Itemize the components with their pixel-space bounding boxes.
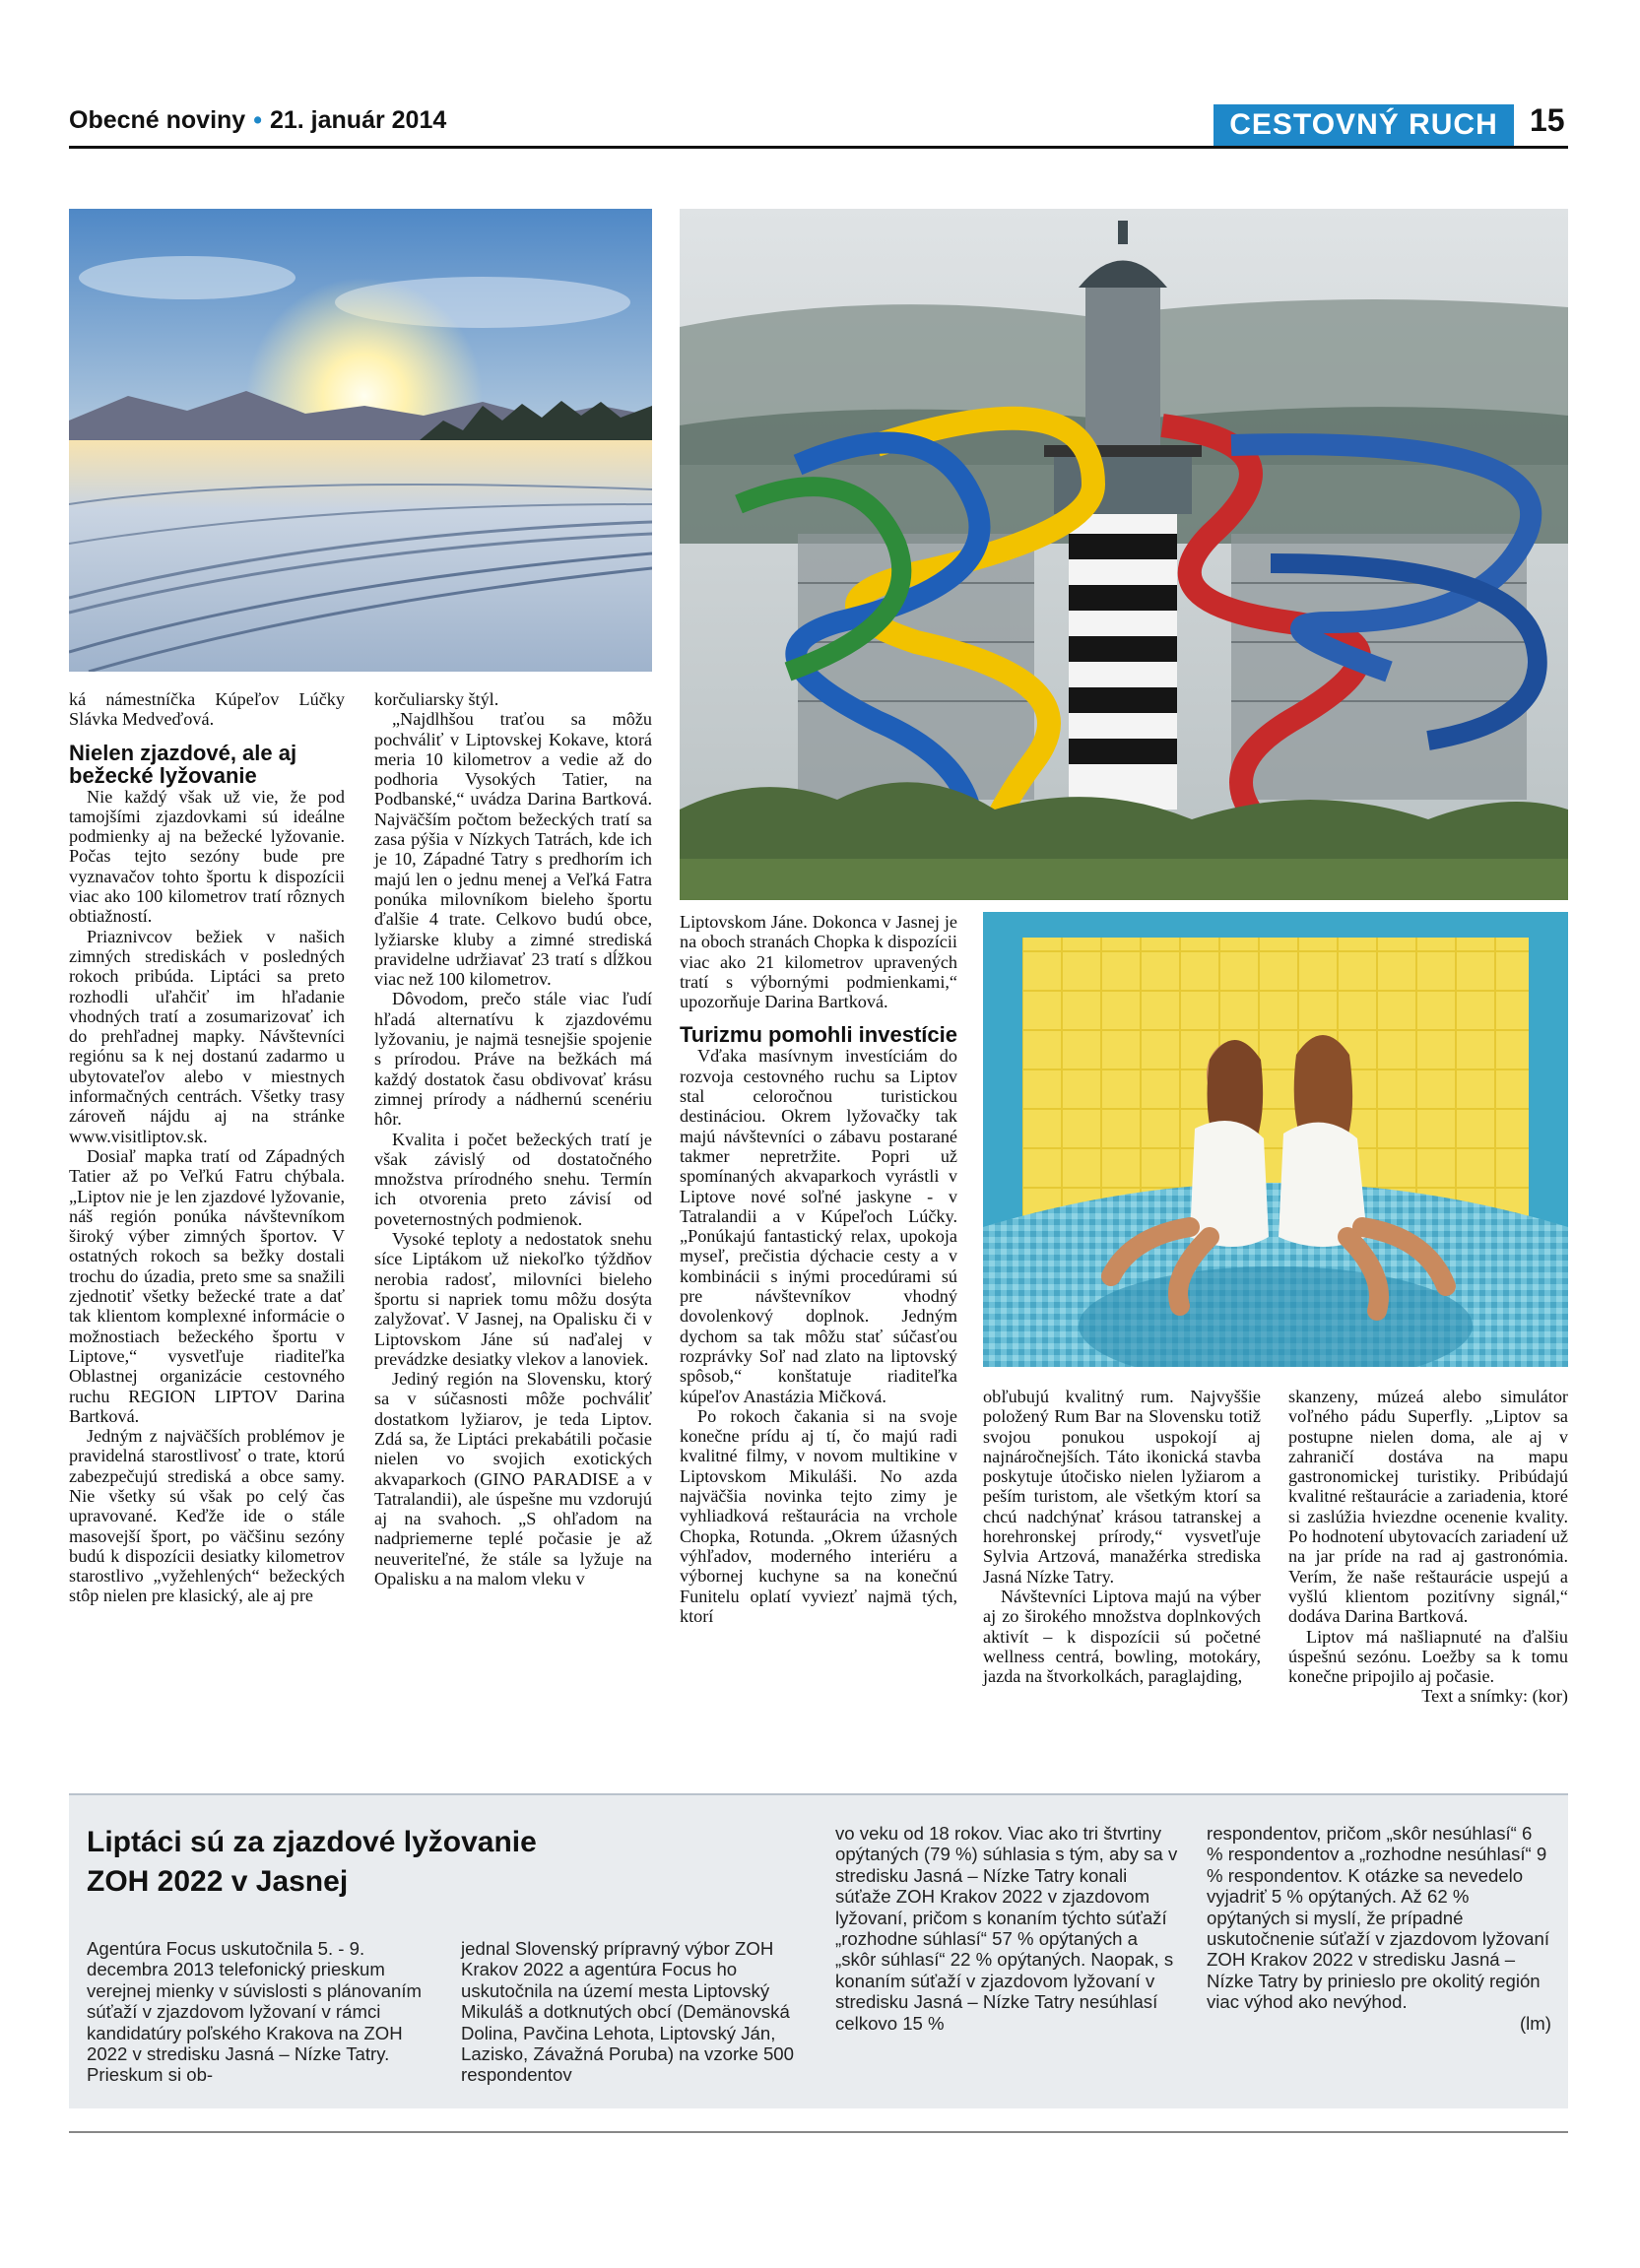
sidebar-paragraph: jednal Slovenský prípravný výbor ZOH Krakov 2022 a agentúra Focus ho uskutočnila na území mesta Liptovský Mikuláš a dotknutých obcí (Demänovská Dolina, Pavčina Lehota, Liptovský Ján, Lazisko, Závažná Poruba) na vzorke 500 respondentov xyxy=(461,1938,794,2086)
paragraph: obľubujú kvalitný rum. Najvyššie položený Rum Bar na Slovensku totiž svojou ponukou uspokojí aj najnáročnejších. Táto ikonická stavba poskytuje útočisko nielen lyžiarom a peším turistom, ale všetkým ktorí sa chcú nadchýnať krásou tatranskej a horehronskej prírody,“ vysvetľuje Sylvia Artzová, manažérka strediska Jasná Nízke Tatry. xyxy=(983,1387,1261,1587)
paragraph: Vďaka masívnym investíciám do rozvoja cestovného ruchu sa Liptov stal celoročnou turistickou destináciou. Okrem lyžovačky tak majú návštevníci o zábavu postarané takmer nepretržite. Popri už spomínaných akvaparkoch vyrástli v Liptove nové soľné jaskyne - v Tatralandii a v Kúpeľoch Lúčky. „Ponúkajú fantastický relax, upokoja myseľ, prečistia dýchacie cesty a v kombinácii s inými procedúrami sú pre návštevníkov vhodný dovolenkový doplnok. Jedným dychom sa tak môžu stať súčasťou rozprávky Soľ nad zlato na liptovský spôsob,“ konštatuje riaditeľka kúpeľov Anastázia Mičková. xyxy=(680,1046,957,1406)
article-column-4 xyxy=(983,1387,1261,1686)
sidebar-paragraph: vo veku od 18 rokov. Viac ako tri štvrtiny opýtaných (79 %) súhlasia s tým, aby sa v stredisku Jasná – Nízke Tatry konali súťaže ZOH Krakov 2022 v zjazdovom lyžovaní, pričom s konaním týchto súťaží „rozhodne súhlasí“ 57 % opýtaných a „skôr súhlasí“ 22 % opýtaných. Naopak, s konaním súťaží v zjazdovom lyžovaní v stredisku Jasná – Nízke Tatry nesúhlasí celkovo 15 % xyxy=(835,1823,1178,2034)
sidebar-column-1 xyxy=(87,1938,441,2086)
paragraph: korčuliarsky štýl. xyxy=(374,689,499,709)
spa-pool-women-photo xyxy=(983,912,1568,1367)
paragraph: Liptovskom Jáne. Dokonca v Jasnej je na oboch stranách Chopka k dispozícii viac ako 21 kilometrov upravených tratí s výbornými podmienkami,“ upozorňuje Darina Bartková. xyxy=(680,912,957,1012)
publication-name: Obecné noviny xyxy=(69,106,246,134)
paragraph: Nie každý však už vie, že pod tamojšími zjazdovkami sú ideálne podmienky aj na bežecké lyžovanie. Počas tejto sezóny bude pre vyznavačov tohto športu k dispozícii viac ako 100 kilometrov tratí rôznych obtiažností. xyxy=(69,786,345,927)
author-signature: Text a snímky: (kor) xyxy=(1421,1686,1568,1707)
subheading-tourism-investments: Turizmu pomohli investície xyxy=(680,1022,957,1048)
sidebar-column-2 xyxy=(461,1938,816,2086)
snowy-landscape-sunset-photo xyxy=(69,209,652,672)
sidebar-signature: (lm) xyxy=(1519,2012,1551,2034)
paragraph: Kvalita i počet bežeckých tratí je však závislý od dostatočného množstva prírodného snehu. Termín ich otvorenia preto závisí od poveternostných podmienok. xyxy=(374,1129,652,1229)
subheading-cross-country-skiing: Nielen zjazdové, ale aj bežecké lyžovanie xyxy=(69,740,297,788)
section-badge: CESTOVNÝ RUCH xyxy=(1214,104,1514,146)
sidebar-paragraph: respondentov, pričom „skôr nesúhlasí“ 6 % respondentov a „rozhodne nesúhlasí“ 9 % respondentov. K otázke sa nevedelo vyjadriť 5 % opýtaných. Až 62 % opýtaných si myslí, že prípadné uskutočnenie súťaží v zjazdovom lyžovaní ZOH Krakov 2022 v stredisku Jasná – Nízke Tatry by prinieslo pre okolitý región viac výhod ako nevýhod. xyxy=(1207,1823,1550,2013)
page-number: 15 xyxy=(1530,102,1565,138)
survey-sidebar-box xyxy=(69,1793,1568,2108)
sidebar-paragraph: Agentúra Focus uskutočnila 5. - 9. decembra 2013 telefonický prieskum verejnej mienky v súvislosti s plánovaním súťaží v zjazdovom lyžovaní v rámci kandidatúry poľského Krakova na ZOH 2022 v stredisku Jasná – Nízke Tatry. Prieskum si ob- xyxy=(87,1938,422,2086)
article-column-1 xyxy=(69,689,345,1606)
paragraph: Po rokoch čakania si na svoje konečne prídu aj tí, čo majú radi kvalitné filmy, v novom multikine v Liptovskom Mikuláši. No azda najväčšia novinka tejto zimy je vyhliadková reštaurácia na vrchole Chopka, Rotunda. „Okrem úžasných výhľadov, moderného interiéru a výbornej kuchyne sa na konečnú Funitelu oplatí vyviezť najmä tých, ktorí xyxy=(680,1405,957,1626)
header-rule xyxy=(69,146,1568,149)
photo-sunset-graphic xyxy=(69,209,652,672)
paragraph: Dôvodom, prečo stále viac ľudí hľadá alternatívu k zjazdovému lyžovaniu, je najmä tesnejšie spojenie s prírodou. Práve na bežkách má každý dostatok času obdivovať krásu zimnej prírody a nádhernú scenériu hôr. xyxy=(374,989,652,1130)
lighthouse-water-slides-photo xyxy=(680,209,1568,900)
article-column-5 xyxy=(1288,1387,1568,1707)
photo-aquapark-graphic xyxy=(680,209,1568,900)
sidebar-title: Liptáci sú za zjazdové lyžovanie ZOH 2022 v Jasnej xyxy=(87,1826,537,1898)
paragraph: Vysoké teploty a nedostatok snehu síce Liptákom už niekoľko týždňov nerobia radosť, milovníci bieleho športu si napriek tomu môžu dosýta zalyžovať. V Jasnej, na Opalisku či v Liptovskom Jáne sú naďalej v prevádzke desiatky vlekov a lanoviek. xyxy=(374,1229,652,1369)
photo-spa-graphic xyxy=(983,912,1568,1367)
issue-date: 21. január 2014 xyxy=(269,106,447,134)
masthead xyxy=(69,106,446,135)
paragraph: „Najdlhšou traťou sa môžu pochváliť v Liptovskej Kokave, ktorá meria 10 kilometrov a vedie až do podhoria Vysokých Tatier, na Podbanské,“ uvádza Darina Bartková. Najväčším počtom bežeckých tratí sa zasa pýšia v Nízkych Tatrách, kde ich je 10, Západné Tatry s predhorím ich majú len o jednu menej a Veľká Fatra ponúka milovníkom bieleho športu ďalšie 4 trate. Celkovo budú obce, lyžiarske kluby a zimné strediská pravidelne udržiavať 23 tratí s dĺžkou viac než 100 kilometrov. xyxy=(374,709,652,990)
separator-dot: • xyxy=(253,106,262,134)
paragraph: Jediný región na Slovensku, ktorý sa v súčasnosti môže pochváliť dostatkom lyžiarov, je teda Liptov. Zdá sa, že Liptáci prekabátili počasie nielen vo svojich exotických akvaparkoch (GINO PARADISE a v Tatralandii), ale úspešne mu vzdorujú aj na svahoch. „S ohľadom na nadpriemerne teplé počasie je až neuveriteľné, že stále sa lyžuje na Opalisku a na malom vleku v xyxy=(374,1369,652,1589)
paragraph: Návštevníci Liptova majú na výber aj zo širokého množstva doplnkových aktivít – k dispozícii sú početné wellness centrá, bowling, motokáry, jazda na štvorkolkách, paraglajding, xyxy=(983,1586,1261,1687)
paragraph: Liptov má našliapnuté na ďalšiu úspešnú sezónu. Loežby sa k tomu konečne pripojilo aj počasie. xyxy=(1288,1626,1568,1687)
article-column-3 xyxy=(680,912,957,1626)
paragraph: ká námestníčka Kúpeľov Lúčky Slávka Medveďová. xyxy=(69,689,345,730)
paragraph: skanzeny, múzeá alebo simulátor voľného pádu Superfly. „Liptov sa postupne nielen doma, ale aj v zahraničí dostáva na mapu gastronomickej turistiky. Pribúdajú kvalitné reštaurácie a zariadenia, ktoré si zaslúžia hviezdne ocenenie kvality. Po hodnotení ubytovacích zariadení už na jar príde na rad aj gastronómia. Verím, že naše reštaurácie uspejú a vyšlú klientom pozitívny signál,“ dodáva Darina Bartková. xyxy=(1288,1387,1568,1627)
paragraph: Dosiaľ mapka tratí od Západných Tatier až po Veľkú Fatru chýbala. „Liptov nie je len zjazdové lyžovanie, náš región ponúka návštevníkom široký výber zimných športov. V ostatných rokoch sa bežky dostali trochu do úzadia, preto sme sa snažili zjednotiť všetky bežecké trate a dať tak klientom komplexné informácie o možnostiach bežeckého športu v Liptove,“ vysvetľuje riaditeľka Oblastnej organizácie cestovného ruchu REGION LIPTOV Darina Bartková. xyxy=(69,1145,345,1426)
article-column-2 xyxy=(374,689,652,1588)
paragraph: Priaznivcov bežiek v našich zimných strediskách v posledných rokoch pribúda. Liptáci sa preto rozhodli uľahčiť im hľadanie vhodných tratí a zosumarizovať ich do prehľadnej mapky. Návštevníci regiónu sa k nej dostanú zadarmo u ubytovateľov alebo v miestnych informačných centrách. Všetky trasy zároveň nájdu aj na stránke www.visitliptov.sk. xyxy=(69,926,345,1146)
bottom-rule xyxy=(69,2131,1568,2133)
paragraph: Jedným z najväčších problémov je pravidelná starostlivosť o trate, ktorú zabezpečujú strediská a obce samy. Nie všetky sú však po celý čas upravované. Keďže ide o stále masovejší šport, po väčšinu sezóny budú k dispozícii desiatky kilometrov starostlivo „vyžehlených“ bežeckých stôp nielen pre klasický, ale aj pre xyxy=(69,1426,345,1606)
sidebar-column-4 xyxy=(1207,1823,1551,2034)
sidebar-column-3 xyxy=(835,1823,1180,2034)
